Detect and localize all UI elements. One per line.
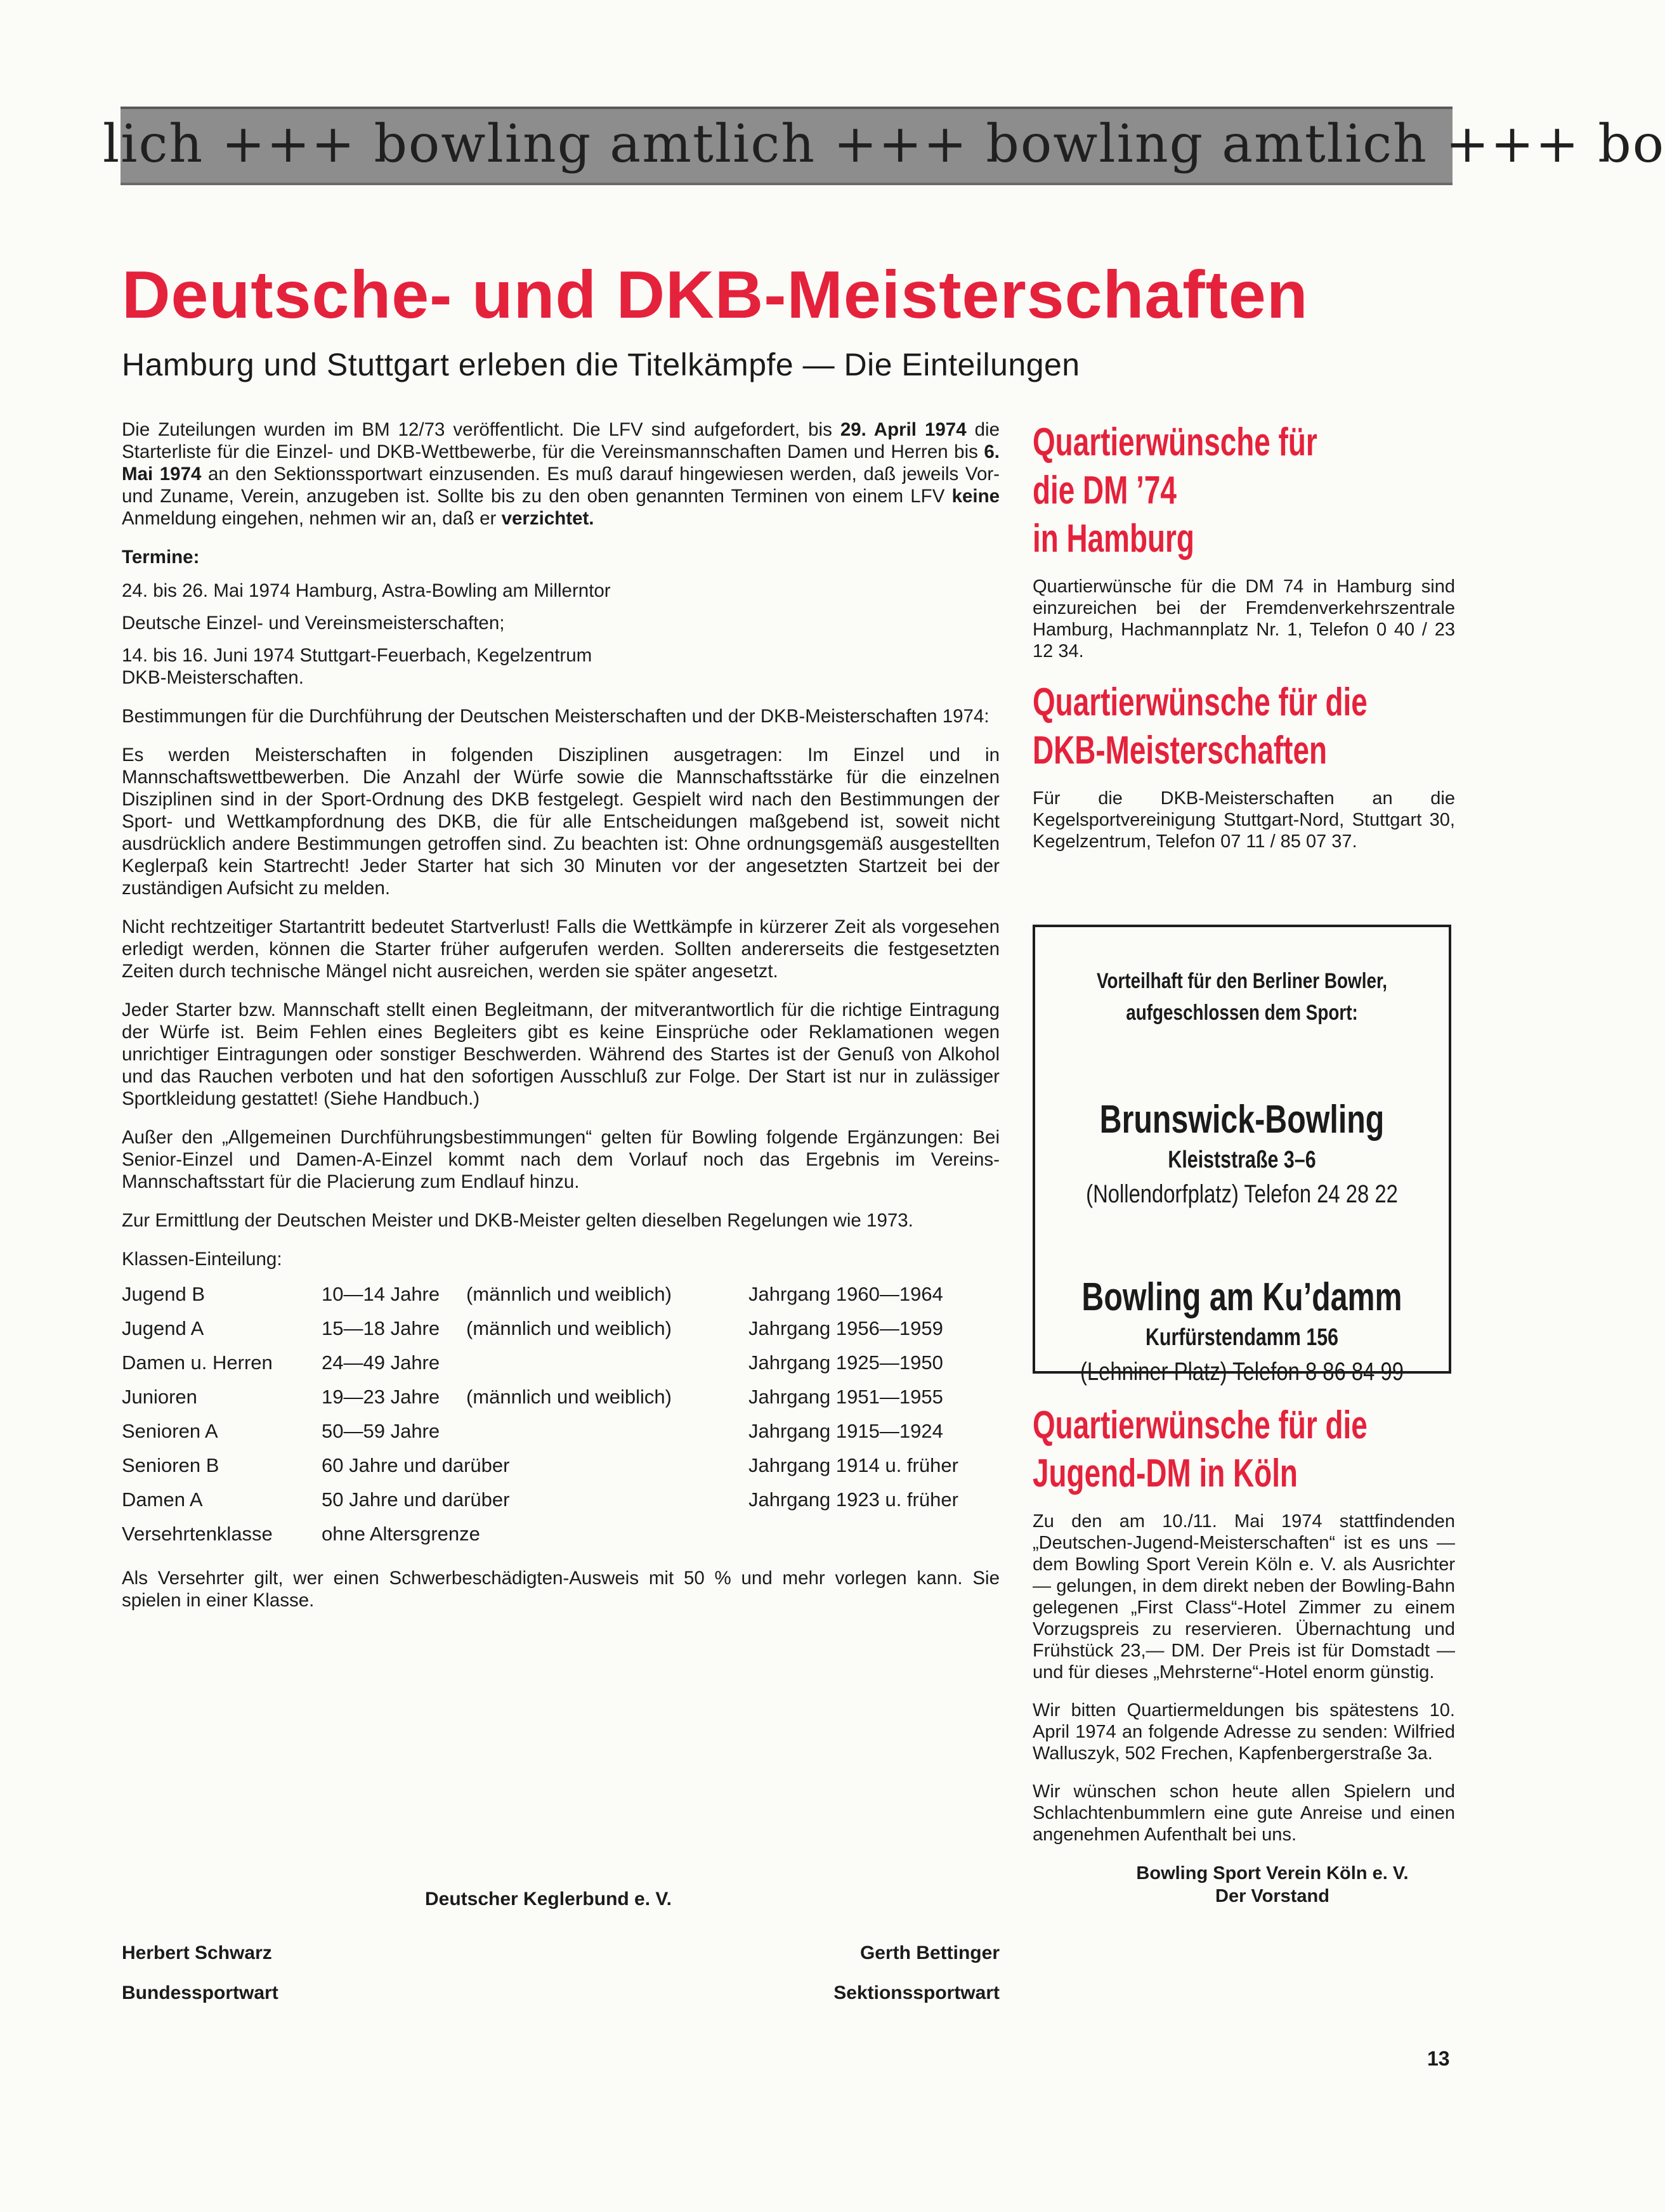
table-row: Versehrtenklasse ohne Altersgrenze (122, 1522, 480, 1545)
paragraph-versehrte: Als Versehrter gilt, wer einen Schwerbeschädigten-Ausweis mit 50 % und mehr vorlegen kann. Sie spielen in einer Klasse. (122, 1568, 1000, 1611)
main-column (122, 419, 1000, 1628)
table-row: Damen u. Herren 24—49 Jahre Jahrgang 1925—1950 (122, 1351, 943, 1374)
heading-quartier-hamburg: Quartierwünsche für die DM ’74 in Hamburg (1033, 420, 1317, 561)
heading-quartier-dkb: Quartierwünsche für die DKB-Meisterschaften (1033, 680, 1368, 772)
ad-venue-2-street: Kurfürstendamm 156 (1145, 1324, 1339, 1351)
text-quartier-koeln: Zu den am 10./11. Mai 1974 stattfindenden „Deutschen-Jugend-Meisterschaften“ ist es uns — dem Bowling Sport Verein Köln e. V. als Ausrichter — gelungen, in dem direkt neben der Bowling-Bahn gelegenen „First Class“-Hotel Zimmer zu einem Vorzugspreis zu reservieren. Übernachtung und Frühstück 23,— DM. Der Preis ist für Domstadt — und für dieses „Mehrsterne“-Hotel enorm günstig. (1033, 1511, 1455, 1682)
table-row: Damen A 50 Jahre und darüber Jahrgang 1923 u. früher (122, 1488, 958, 1511)
text-quartier-dkb: Für die DKB-Meisterschaften an die Kegelsportvereinigung Stuttgart-Nord, Stuttgart 30, Kegelzentrum, Telefon 07 11 / 85 07 37. (1033, 788, 1455, 852)
signature-right-role: Sektionssportwart (833, 1982, 1000, 2003)
ad-venue-2-name: Bowling am Ku’damm (1081, 1275, 1402, 1319)
text-quartier-adresse: Wir bitten Quartiermeldungen bis spätestens 10. April 1974 an folgende Adresse zu senden: Wilfried Walluszyk, 502 Frechen, Kapfenbergerstraße 3a. (1033, 1700, 1455, 1764)
termin-stuttgart: 14. bis 16. Juni 1974 Stuttgart-Feuerbach, Kegelzentrum (122, 645, 592, 666)
signature-organization: Deutscher Keglerbund e. V. (425, 1889, 672, 1909)
paragraph-regelungen: Zur Ermittlung der Deutschen Meister und DKB-Meister gelten dieselben Regelungen wie 1973. (122, 1210, 913, 1231)
deadline-1: 29. April 1974 (840, 419, 967, 440)
ad-venue-1-phone: (Nollendorfplatz) Telefon 24 28 22 (1086, 1180, 1398, 1208)
text-wuensche: Wir wünschen schon heute allen Spielern und Schlachtenbummlern eine gute Anreise und einen angenehmen Aufenthalt bei uns. (1033, 1781, 1455, 1845)
table-row: Jugend A 15—18 Jahre (männlich und weiblich) Jahrgang 1956—1959 (122, 1317, 943, 1339)
table-row: Senioren B 60 Jahre und darüber Jahrgang 1914 u. früher (122, 1454, 958, 1476)
paragraph-disziplinen: Es werden Meisterschaften in folgenden Disziplinen ausgetragen: Im Einzel und in Mannschaftswettbewerben. Die Anzahl der Würfe sowie die Mannschaftsstärke für die einzelnen Disziplinen sind in der Sport-Ordnung des DKB festgelegt. Gespielt wird nach den Bestimmungen der Sport- und Wettkampfordnung des DKB, die für alle Entscheidungen maßgebend ist, soweit nicht ausdrücklich andere Bestimmungen getroffen sind. Zu beachten ist: Ohne ordnungsgemäß ausgestellten Keglerpaß kein Startrecht! Jeder Starter hat sich 30 Minuten vor der angesetzten Startzeit bei der zuständigen Aufsicht zu melden. (122, 745, 1000, 899)
table-row: Jugend B 10—14 Jahre (männlich und weiblich) Jahrgang 1960—1964 (122, 1282, 943, 1305)
advertisement-box (1033, 925, 1451, 1386)
header-banner (103, 107, 1665, 185)
termin-hamburg-desc: Deutsche Einzel- und Vereinsmeisterschaften; (122, 613, 505, 634)
klassen-label: Klassen-Einteilung: (122, 1249, 282, 1270)
text-quartier-hamburg: Quartierwünsche für die DM 74 in Hamburg sind einzureichen bei der Fremdenverkehrszentrale Hamburg, Hachmannplatz Nr. 1, Telefon 0 40 / 23 12 34. (1033, 576, 1455, 661)
ad-venue-1-name: Brunswick-Bowling (1099, 1098, 1385, 1142)
ad-venue-1-street: Kleiststraße 3–6 (1168, 1147, 1316, 1173)
sidebar-column (1033, 419, 1455, 869)
ad-line-1: Vorteilhaft für den Berliner Bowler, (1096, 969, 1388, 993)
table-row: Junioren 19—23 Jahre (männlich und weiblich) Jahrgang 1951—1955 (122, 1385, 943, 1408)
paragraph-bestimmungen: Bestimmungen für die Durchführung der Deutschen Meisterschaften und der DKB-Meisterschaften 1974: (122, 706, 989, 727)
sidebar-jugend (1033, 1402, 1455, 1908)
signature-left-name: Herbert Schwarz (122, 1942, 272, 1963)
heading-quartier-koeln: Quartierwünsche für die Jugend-DM in Köln (1033, 1403, 1368, 1495)
ad-line-2: aufgeschlossen dem Sport: (1126, 1001, 1358, 1025)
ad-venue-2-phone: (Lehniner Platz) Telefon 8 86 84 99 (1080, 1358, 1404, 1386)
klassen-table (122, 1277, 1000, 1551)
signature-left-role: Bundessportwart (122, 1982, 278, 2003)
page-number: 13 (1427, 2047, 1450, 2070)
termin-stuttgart-desc: DKB-Meisterschaften. (122, 667, 304, 688)
signature-right-name: Gerth Bettinger (859, 1942, 1000, 1963)
termine-label: Termine: (122, 547, 200, 568)
intro-paragraph: Die Zuteilungen wurden im BM 12/73 veröffentlicht. Die LFV sind aufgefordert, bis 29. April 1974 die Starterliste für die Einzel- und DKB-Wettbewerbe, für die Vereinsmannschaften Damen und Herren bis 6. Mai 1974 an den Sektionssportwart einzusenden. Es muß darauf hingewiesen werden, daß jeweils Vor- und Zuname, Verein, anzugeben ist. Sollte bis zu den oben genannten Terminen von einem LFV keine Anmeldung eingehen, nehmen wir an, daß er verzichtet. (122, 419, 1000, 529)
paragraph-begleitmann: Jeder Starter bzw. Mannschaft stellt einen Begleitmann, der mitverantwortlich für die richtige Eintragung der Würfe ist. Beim Fehlen eines Begleiters gibt es keine Einsprüche oder Reklamationen wegen unrichtiger Eintragungen oder sonstiger Beschwerden. Während des Startes ist der Genuß von Alkohol und das Rauchen verboten und hat den sofortigen Ausschluß zur Folge. Der Start ist nur in zulässiger Sportkleidung gestattet! (Siehe Handbuch.) (122, 999, 1000, 1109)
signature-bsv-koeln: Bowling Sport Verein Köln e. V. Der Vorstand (1136, 1863, 1409, 1906)
banner-text: lich +++ bowling amtlich +++ bowling amtlich +++ bo (103, 114, 1665, 174)
article-subtitle: Hamburg und Stuttgart erleben die Titelkämpfe — Die Einteilungen (122, 347, 1080, 382)
termin-hamburg: 24. bis 26. Mai 1974 Hamburg, Astra-Bowling am Millerntor (122, 580, 611, 601)
paragraph-ergaenzungen: Außer den „Allgemeinen Durchführungsbestimmungen“ gelten für Bowling folgende Ergänzungen: Bei Senior-Einzel und Damen-A-Einzel kommt nach dem Vorlauf noch das Ergebnis im Vereins-Mannschaftsstart für die Placierung zum Endlauf hinzu. (122, 1127, 1000, 1192)
article-title: Deutsche- und DKB-Meisterschaften (122, 257, 1309, 332)
deadline-2: 6. Mai 1974 (122, 441, 1000, 485)
paragraph-startverlust: Nicht rechtzeitiger Startantritt bedeutet Startverlust! Falls die Wettkämpfe in kürzerer Zeit als vorgesehen erledigt werden, können die Starter früher aufgerufen werden. Sollten andererseits die festgesetzten Zeiten durch technische Mängel nicht ausreichen, werden sie später angesetzt. (122, 916, 1000, 982)
table-row: Senioren A 50—59 Jahre Jahrgang 1915—1924 (122, 1419, 943, 1442)
